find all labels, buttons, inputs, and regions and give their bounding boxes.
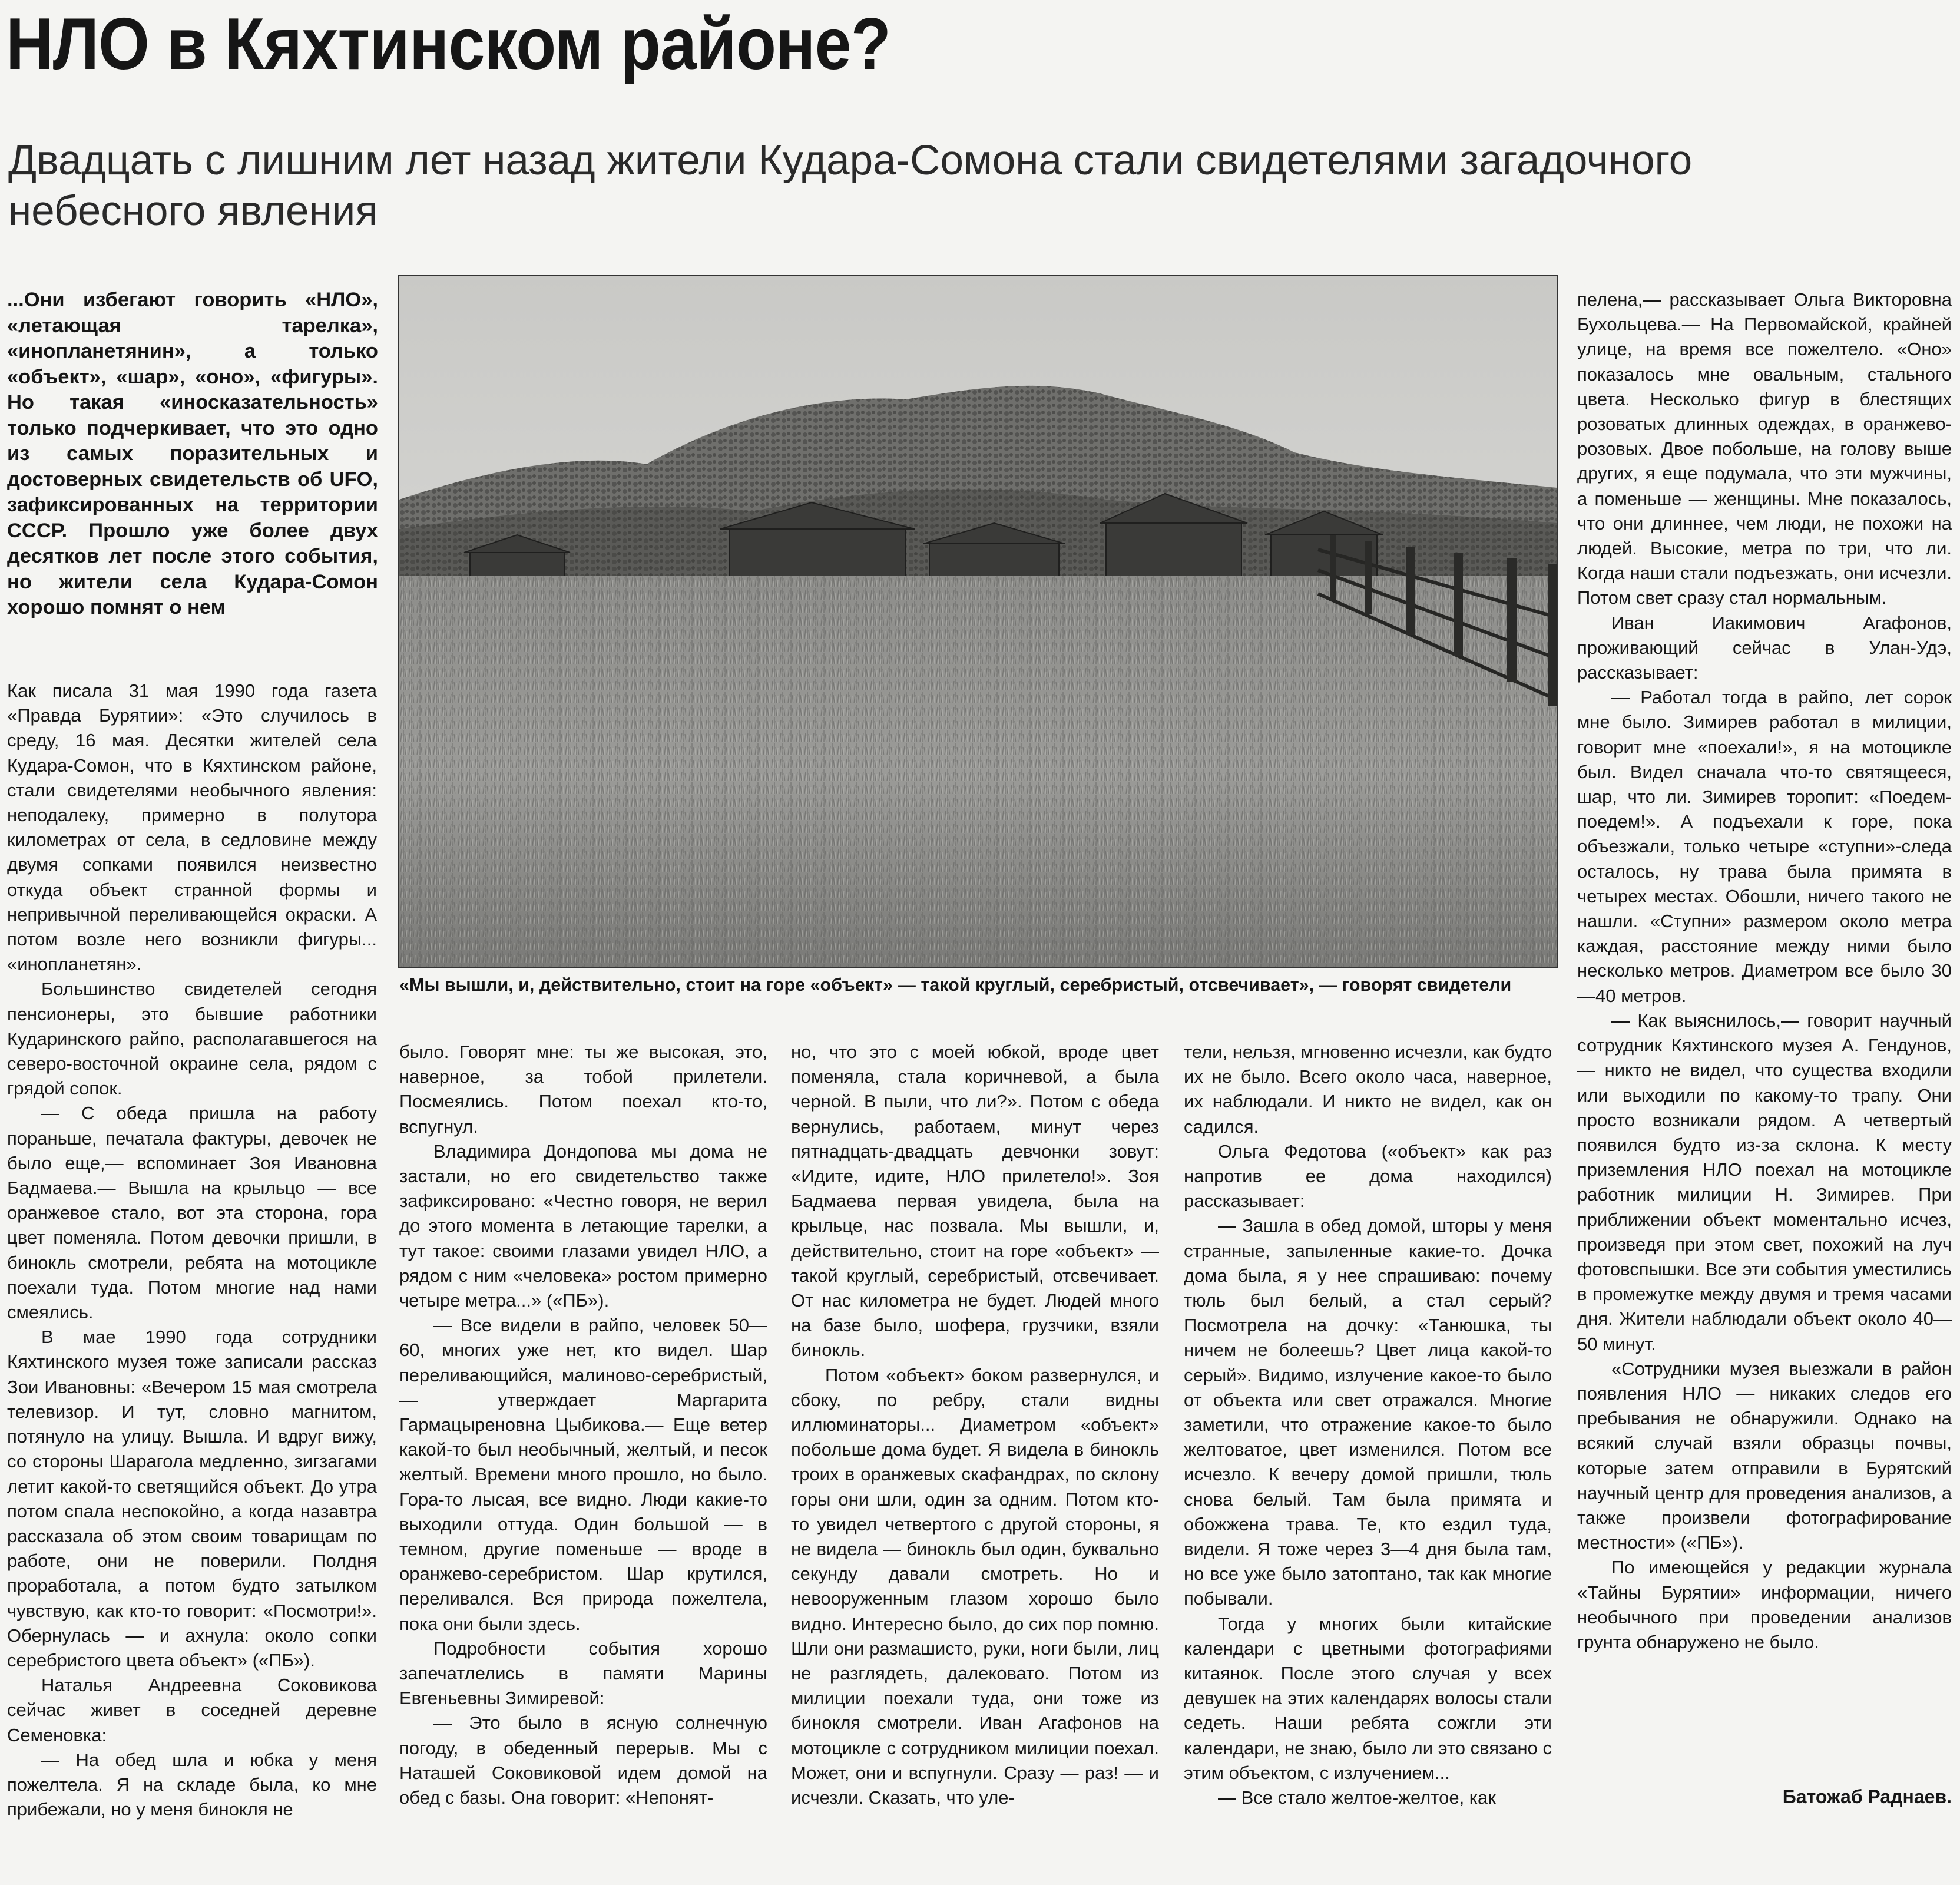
paragraph: По имеющейся у редакции журнала «Тайны Бурятии» информации, ничего необычного при проведении анализов грунта обнаружено не было. <box>1577 1557 1952 1652</box>
lead-text: ...Они избегают говорить «НЛО», «летающая тарелка», «инопланетянин», а только «объект», «шар», «оно», «фигуры». Но такая «иносказательность» только подчеркивает, что это одно из самых поразительных и достоверных свидетельств об UFO, зафиксированных на территории СССР. Прошло уже более двух десятков лет после этого события, но жители села Кудара-Сомон хорошо помнят о нем <box>7 289 378 619</box>
paragraph: Как писала 31 мая 1990 года газета «Правда Бурятии»: «Это случилось в среду, 16 мая. Десятки жителей села Кудара-Сомон, что в Кяхтинском районе, стали свидетелями необычного явления: неподалеку, примерно в полутора километрах от села, в седловине между двумя сопками появился неизвестно откуда объект странной формы и непривычной переливающейся окраски. А потом возле него возникли фигуры... «инопланетян». <box>7 680 377 975</box>
headline: НЛО в Кяхтинском районе? <box>6 4 891 85</box>
paragraph: «Сотрудники музея выезжали в район появления НЛО — никаких следов его пребывания не обнаружили. Однако на всякий случай взяли образцы почвы, которые затем отправили в Бурятский научный центр для проведения анализов, а также произвели фотографирование местности» («ПБ»). <box>1577 1358 1952 1553</box>
paragraph: В мае 1990 года сотрудники Кяхтинского музея тоже записали рассказ Зои Ивановны: «Вечером 15 мая смотрела телевизор. И тут, словно магнитом, потянуло на улицу. Вышла. И вдруг вижу, со стороны Шарагола медленно, зигзагами летит какой-то светящийся объект. До утра потом спала неспокойно, а когда назавтра рассказала об этом своим товарищам по работе, они не поверили. Полдня проработала, а потом будто затылком чувствую, как кто-то говорит: «Посмотри!». Обернулась — и ахнула: около сопки серебристого цвета объект» («ПБ»). <box>7 1327 377 1671</box>
paragraph: Наталья Андреевна Соковикова сейчас живет в соседней деревне Семеновка: <box>7 1675 377 1745</box>
paragraph: — С обеда пришла на работу пораньше, печатала фактуры, девочек не было еще,— вспоминает Зоя Ивановна Бадмаева.— Вышла на крыльцо — все оранжевое стало, вот эта сторона, гора цвет поменяла. Потом девочки пришли, в бинокль смотрели, ребята на мотоцикле поехали туда. Потом многие над нами смеялись. <box>7 1103 377 1323</box>
column-5 <box>1577 287 1952 1655</box>
column-1 <box>7 679 377 1822</box>
paragraph: пелена,— рассказывает Ольга Викторовна Бухольцева.— На Первомайской, крайней улице, на время все пожелтело. «Оно» показалось мне овальным, стального цвета. Несколько фигур в блестящих розоватых длинных одеждах, в оранжево-розовых. Двое побольше, на голову выше других, я еще подумала, что эти мужчины, а поменьше — женщины. Мне показалось, что они длиннее, чем люди, не похожи на людей. Высокие, метра по три, что ли. Когда наши стали подъезжать, они исчезли. Потом свет сразу стал нормальным. <box>1577 289 1952 609</box>
paragraph: Владимира Дондопова мы дома не застали, но его свидетельство также зафиксировано: «Честно говоря, не верил до этого момента в летающие тарелки, а тут такое: своими глазами увидел НЛО, а рядом с ним «человека» ростом примерно четыре метра...» («ПБ»). <box>399 1140 767 1311</box>
paragraph: Большинство свидетелей сегодня пенсионеры, это бывшие работники Кударинского райпо, располагавшегося на северо-восточной окраине села, рядом с грядой сопок. <box>7 978 377 1099</box>
paragraph: тели, нельзя, мгновенно исчезли, как будто их не было. Всего около часа, наверное, их наблюдали. И никто не видел, как он садился. <box>1184 1041 1552 1137</box>
paragraph: Ольга Федотова («объект» как раз напротив ее дома находился) рассказывает: <box>1184 1140 1552 1212</box>
paragraph: было. Говорят мне: ты же высокая, это, наверное, за тобой прилетели. Посмеялись. Потом поехал кто-то, вспугнул. <box>399 1041 767 1137</box>
paragraph: Иван Иакимович Агафонов, проживающий сейчас в Улан-Удэ, рассказывает: <box>1577 612 1952 683</box>
paragraph: — Это было в ясную солнечную погоду, в обеденный перерыв. Мы с Наташей Соковиковой идем домой на обед с базы. Она говорит: «Непонят- <box>399 1712 767 1808</box>
paragraph: — Зашла в обед домой, шторы у меня странные, запыленные какие-то. Дочка дома была, я у нее спрашиваю: почему тюль был белый, а стал серый? Посмотрела на дочку: «Танюшка, ты ничем не болеешь? Цвет лица какой-то серый». Видимо, излучение какое-то было от объекта или свет отражался. Многие заметили, что отражение какое-то было желтоватое, цвет изменился. Потом все исчезло. К вечеру домой пришли, тюль снова белый. Там была примята и обожжена трава. Те, кто ездил туда, видели. Я тоже через 3—4 дня была там, но все уже было затоптано, так как многие побывали. <box>1184 1215 1552 1609</box>
photo-caption: «Мы вышли, и, действительно, стоит на горе «объект» — такой круглый, серебристый, отсвечивает», — говорят свидетели <box>399 975 1512 995</box>
paragraph: Подробности события хорошо запечатлелись в памяти Марины Евгеньевны Зимиревой: <box>399 1638 767 1709</box>
lead-paragraph <box>7 287 378 621</box>
paragraph: — Работал тогда в райпо, лет сорок мне было. Зимирев работал в милиции, говорит мне «поехали!», я на мотоцикле был. Видел сначала что-то святящееся, шар, что ли. Зимирев торопит: «Поедем-поедем!». А подъехали к горе, пока объезжали, только четыре «ступни»-следа осталось, ну трава была примята в четырех местах. Обошли, ничего такого не нашли. «Ступни» размером около метра каждая, расстояние между ними было несколько метров. Диаметром все было 30—40 метров. <box>1577 687 1952 1006</box>
author-signature: Батожаб Раднаев. <box>1782 1786 1952 1807</box>
paragraph: — На обед шла и юбка у меня пожелтела. Я на складе была, ко мне прибежали, но у меня бинокля не <box>7 1749 377 1820</box>
paragraph: Потом «объект» боком развернулся, и сбоку, по ребру, стали видны иллюминаторы... Диаметром «объект» побольше дома будет. Я видела в бинокль троих в оранжевых скафандрах, по склону горы они шли, один за одним. Потом кто-то увидел четвертого с другой стороны, я не видела — бинокль был один, буквально секунду давали смотреть. Но и невооруженным глазом хорошо было видно. Интересно было, до сих пор помню. Шли они размашисто, руки, ноги были, лиц не разглядеть, далековато. Потом из милиции поехали туда, они тоже из бинокля смотрели. Иван Агафонов на мотоцикле с сотрудником милиции поехал. Может, они и вспугнули. Сразу — раз! — и исчезли. Сказать, что уле- <box>791 1364 1159 1808</box>
paragraph: Тогда у многих были китайские календари с цветными фотографиями китаянок. После этого случая у всех девушек на этих календарях волосы стали седеть. Наши ребята сожгли эти календари, не знаю, было ли это связано с этим объектом, с излучением... <box>1184 1613 1552 1783</box>
paragraph: — Все стало желтое-желтое, как <box>1218 1787 1496 1808</box>
village-photo <box>398 275 1558 968</box>
paragraph: — Все видели в райпо, человек 50—60, многих уже нет, кто видел. Шар переливающийся, малиново-серебристый,— утверждает Маргарита Гармацыреновна Цыбикова.— Еще ветер какой-то был необычный, желтый, и песок желтый. Времени много прошло, но было. Гора-то лысая, все видно. Люди какие-то выходили оттуда. Один большой — в темном, другие поменьше — вроде в оранжево-серебристом. Шар крутился, переливался. Вся природа пожелтела, пока они были здесь. <box>399 1315 767 1634</box>
paragraph: но, что это с моей юбкой, вроде цвет поменяла, стала коричневой, а была черной. В пыли, что ли?». Потом с обеда вернулись, работаем, минут через пятнадцать-двадцать девчонки зовут: «Идите, идите, НЛО прилетело!». Зоя Бадмаева первая увидела, была на крыльце, нас позвала. Мы вышли, и, действительно, стоит на горе «объект» — такой круглый, серебристый, отсвечивает. От нас километра не будет. Людей много на базе было, шофера, грузчики, взяли бинокль. <box>791 1041 1159 1361</box>
column-4 <box>1184 1040 1552 1810</box>
paragraph: — Как выяснилось,— говорит научный сотрудник Кяхтинского музея А. Гендунов,— никто не видел, что существа входили или выходили по какому-то трапу. Они просто возникали рядом. А четвертый появился будто из-за склона. К месту приземления НЛО поехал на мотоцикле работник милиции Н. Зимирев. При приближении объект моментально исчез, произведя при этом свет, похожий на луч фотовспышки. Все эти события уместились в промежутке между двумя и тремя часами дня. Жители наблюдали объект около 40—50 минут. <box>1577 1010 1952 1354</box>
column-3 <box>791 1040 1159 1810</box>
column-2 <box>399 1040 767 1810</box>
subheadline: Двадцать с лишним лет назад жители Кудара-Сомона стали свидетелями загадочного небесного явления <box>8 137 1693 234</box>
